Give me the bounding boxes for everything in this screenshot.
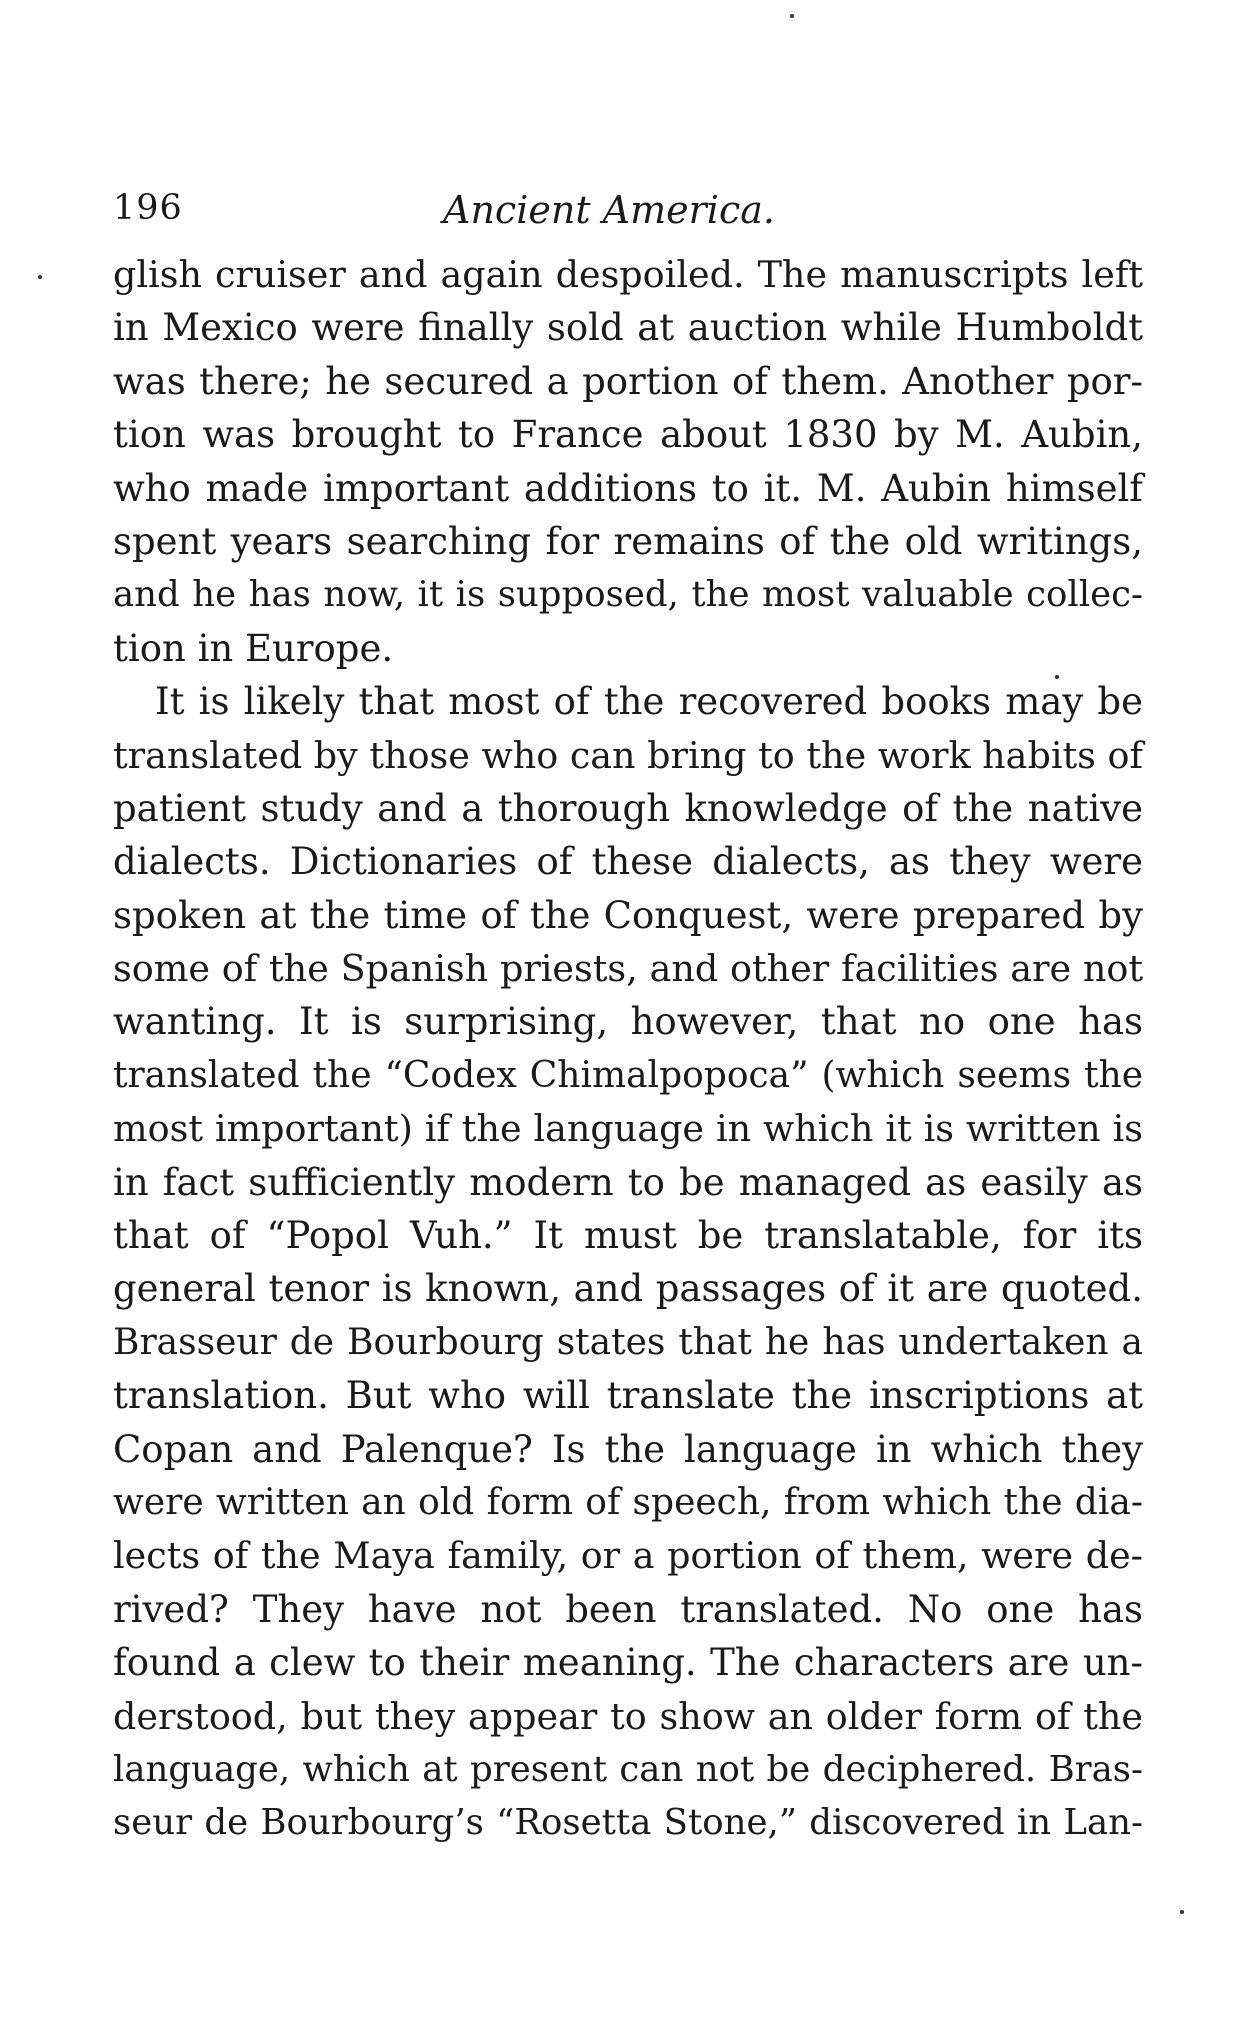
ink-speck <box>1180 1910 1184 1914</box>
text-line: who made important additions to it. M. Aubin himself <box>113 466 1143 510</box>
text-line: was there; he secured a portion of them. Another por- <box>113 359 1143 403</box>
text-line: Copan and Palenque? Is the language in which they <box>113 1427 1143 1471</box>
body-text <box>113 248 1143 1850</box>
text-line: rived? They have not been translated. No one has <box>113 1587 1143 1631</box>
text-line: and he has now, it is supposed, the most valuable collec- <box>113 574 1143 616</box>
paragraph-start-line: It is likely that most of the recovered books may be <box>155 680 1143 724</box>
paragraph-end-line: tion in Europe. <box>113 626 394 670</box>
text-line: in Mexico were finally sold at auction while Humboldt <box>113 306 1143 350</box>
text-line: Brasseur de Bourbourg states that he has undertaken a <box>113 1321 1143 1363</box>
ink-speck <box>38 275 42 279</box>
text-line: most important) if the language in which it is written is <box>113 1107 1143 1151</box>
text-line: derstood, but they appear to show an older form of the <box>113 1694 1143 1738</box>
text-line: dialects. Dictionaries of these dialects, as they were <box>113 840 1143 884</box>
text-line: translation. But who will translate the inscriptions at <box>113 1374 1143 1418</box>
page-number: 196 <box>113 188 183 228</box>
text-line: in fact sufficiently modern to be managed as easily as <box>113 1160 1143 1204</box>
text-line: found a clew to their meaning. The characters are un- <box>113 1641 1143 1685</box>
text-line: were written an old form of speech, from which the dia- <box>113 1481 1143 1523</box>
running-head <box>113 188 1143 240</box>
text-line: translated the “Codex Chimalpopoca” (which seems the <box>113 1054 1143 1096</box>
text-line: that of “Popol Vuh.” It must be translatable, for its <box>113 1214 1143 1258</box>
text-line: patient study and a thorough knowledge of the native <box>113 786 1143 830</box>
text-line: glish cruiser and again despoiled. The manuscripts left <box>113 253 1143 296</box>
text-line: language, which at present can not be deciphered. Bras- <box>113 1748 1143 1790</box>
text-line: some of the Spanish priests, and other facilities are not <box>113 947 1143 991</box>
text-line: spoken at the time of the Conquest, were prepared by <box>113 893 1143 937</box>
text-line: seur de Bourbourg’s “Rosetta Stone,” discovered in Lan- <box>113 1802 1143 1844</box>
text-line: tion was brought to France about 1830 by M. Aubin, <box>113 413 1143 457</box>
text-line: wanting. It is surprising, however, that no one has <box>113 1000 1143 1044</box>
text-line: spent years searching for remains of the old writings, <box>113 519 1143 563</box>
running-title: Ancient America. <box>443 188 775 232</box>
text-line: translated by those who can bring to the work habits of <box>113 733 1143 777</box>
text-line: lects of the Maya family, or a portion of them, were de- <box>113 1534 1143 1578</box>
text-line: general tenor is known, and passages of it are quoted. <box>113 1267 1143 1311</box>
ink-speck <box>790 14 794 18</box>
